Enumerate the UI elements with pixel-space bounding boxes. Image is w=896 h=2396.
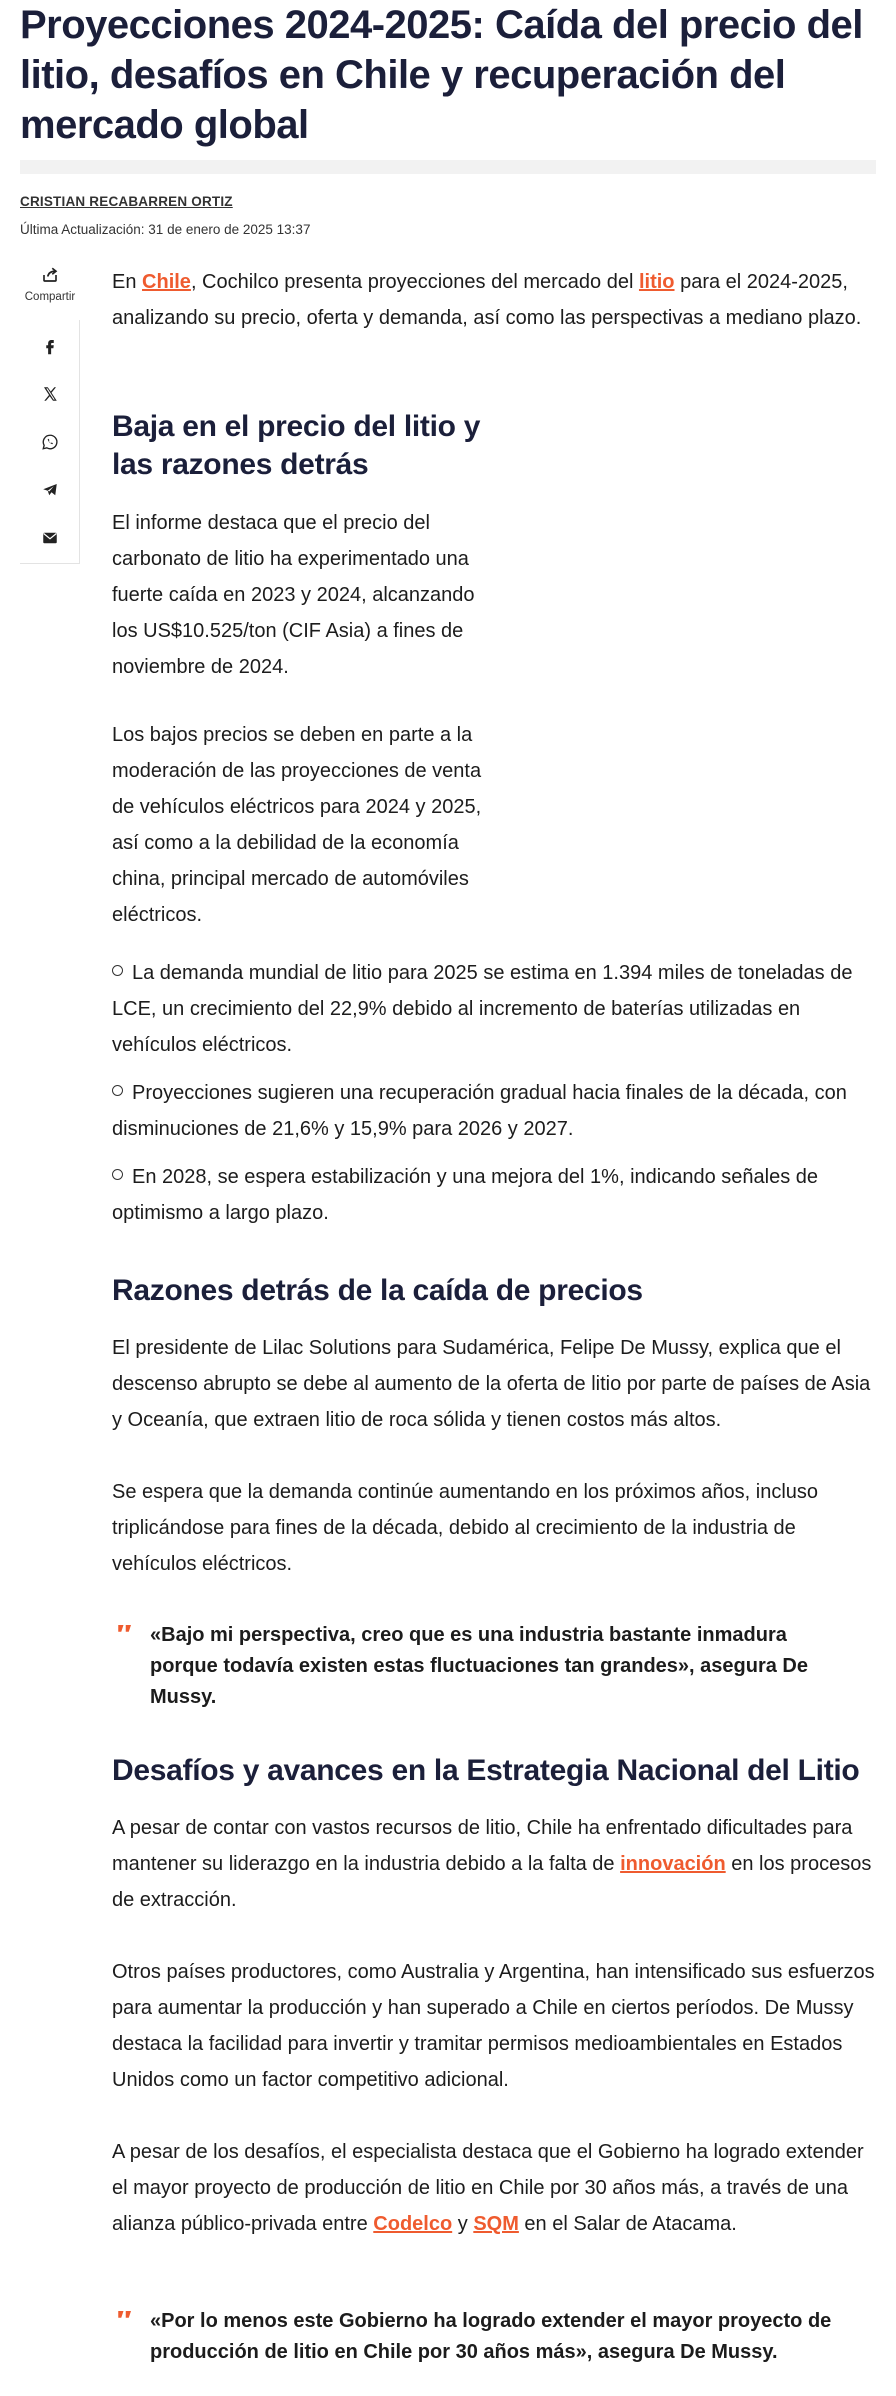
section3-paragraph-3: A pesar de los desafíos, el especialista destaca que el Gobierno ha logrado extender el mayor proyecto de producción de litio en Chile por 30 años más, a través de una alianza público-privada entre Codelco y SQM en el Salar de Atacama.	[112, 2141, 864, 2235]
intro-text-3: para el 2024-2025, analizando su precio, oferta y demanda, así como las perspectivas a mediano plazo.	[112, 271, 862, 329]
innovacion-link[interactable]: innovación	[620, 1853, 726, 1875]
quote-text-1: «Bajo mi perspectiva, creo que es una industria bastante inmadura porque todavía existen estas fluctuaciones tan grandes», asegura De Mussy.	[150, 1624, 808, 1708]
section1-heading: Baja en el precio del litio y las razones detrás	[112, 410, 481, 481]
facebook-icon	[41, 337, 59, 355]
x-share-button[interactable]	[20, 370, 80, 418]
telegram-icon	[41, 481, 59, 499]
list-item: La demanda mundial de litio para 2025 se estima en 1.394 miles de toneladas de LCE, un crecimiento del 22,9% debido al incremento de baterías utilizadas en vehículos eléctricos.	[112, 962, 853, 1056]
section1-paragraph-1: El informe destaca que el precio del carbonato de litio ha experimentado una fuerte caída en 2023 y 2024, alcanzando los US$10.525/ton (CIF Asia) a fines de noviembre de 2024.	[112, 512, 475, 678]
chile-link[interactable]: Chile	[142, 271, 191, 293]
section2-paragraph-1: El presidente de Lilac Solutions para Sudamérica, Felipe De Mussy, explica que el descenso abrupto se debe al aumento de la oferta de litio por parte de países de Asia y Oceanía, que extraen litio de roca sólida y tienen costos más altos.	[112, 1337, 871, 1431]
codelco-link[interactable]: Codelco	[373, 2213, 453, 2235]
section1-paragraph-2: Los bajos precios se deben en parte a la moderación de las proyecciones de venta de vehículos eléctricos para 2024 y 2025, así como a la debilidad de la economía china, principal mercado de automóviles eléctricos.	[112, 724, 482, 926]
author-link[interactable]: CRISTIAN RECABARREN ORTIZ	[20, 194, 233, 209]
telegram-share-button[interactable]	[20, 466, 80, 514]
share-label: Compartir	[24, 291, 76, 303]
intro-text-1: En	[112, 271, 143, 293]
share-buttons	[20, 320, 80, 564]
litio-link[interactable]: litio	[638, 271, 675, 293]
intro-paragraph	[112, 264, 876, 336]
section3-paragraph-1: A pesar de contar con vastos recursos de litio, Chile ha enfrentado dificultades para mantener su liderazgo en la industria debido a la falta de innovación en los procesos de extracción.	[112, 1817, 872, 1911]
bullet-circle	[112, 1169, 123, 1180]
bullet-circle	[112, 1085, 123, 1096]
section2-paragraph-2: Se espera que la demanda continúe aumentando en los próximos años, incluso triplicándose para fines de la década, debido al crecimiento de la industria de vehículos eléctricos.	[112, 1481, 819, 1575]
title-divider	[20, 160, 876, 174]
sqm-link[interactable]: SQM	[473, 2213, 519, 2235]
list-item: Proyecciones sugieren una recuperación gradual hacia finales de la década, con disminuciones de 21,6% y 15,9% para 2026 y 2027.	[112, 1082, 847, 1140]
section3-heading: Desafíos y avances en la Estrategia Nacional del Litio	[112, 1754, 860, 1787]
section3-paragraph-2: Otros países productores, como Australia y Argentina, han intensificado sus esfuerzos para aumentar la producción y han superado a Chile en ciertos períodos. De Mussy destaca la facilidad para invertir y tramitar permisos medioambientales en Estados Unidos como un factor competitivo adicional.	[112, 1961, 875, 2091]
bullet-circle	[112, 965, 123, 976]
x-icon	[41, 385, 59, 403]
updated-timestamp: Última Actualización: 31 de enero de 2025 13:37	[20, 222, 311, 237]
quote-mark-icon	[116, 2308, 134, 2326]
facebook-share-button[interactable]	[20, 322, 80, 370]
quote-text-2: «Por lo menos este Gobierno ha logrado extender el mayor proyecto de producción de litio en Chile por 30 años más», asegura De Mussy.	[150, 2310, 832, 2363]
article-title: Proyecciones 2024-2025: Caída del precio del litio, desafíos en Chile y recuperación del mercado global	[20, 3, 863, 147]
quote-mark-icon	[116, 1622, 134, 1640]
share-icon	[41, 266, 59, 284]
whatsapp-share-button[interactable]	[20, 418, 80, 466]
email-share-button[interactable]	[20, 514, 80, 562]
list-item: En 2028, se espera estabilización y una mejora del 1%, indicando señales de optimismo a largo plazo.	[112, 1166, 818, 1224]
email-icon	[41, 529, 59, 547]
section2-heading: Razones detrás de la caída de precios	[112, 1274, 643, 1307]
share-button[interactable]	[20, 258, 80, 320]
projection-list	[112, 955, 876, 1243]
intro-text-2: , Cochilco presenta proyecciones del mercado del	[190, 271, 639, 293]
whatsapp-icon	[41, 433, 59, 451]
share-panel	[20, 258, 80, 320]
